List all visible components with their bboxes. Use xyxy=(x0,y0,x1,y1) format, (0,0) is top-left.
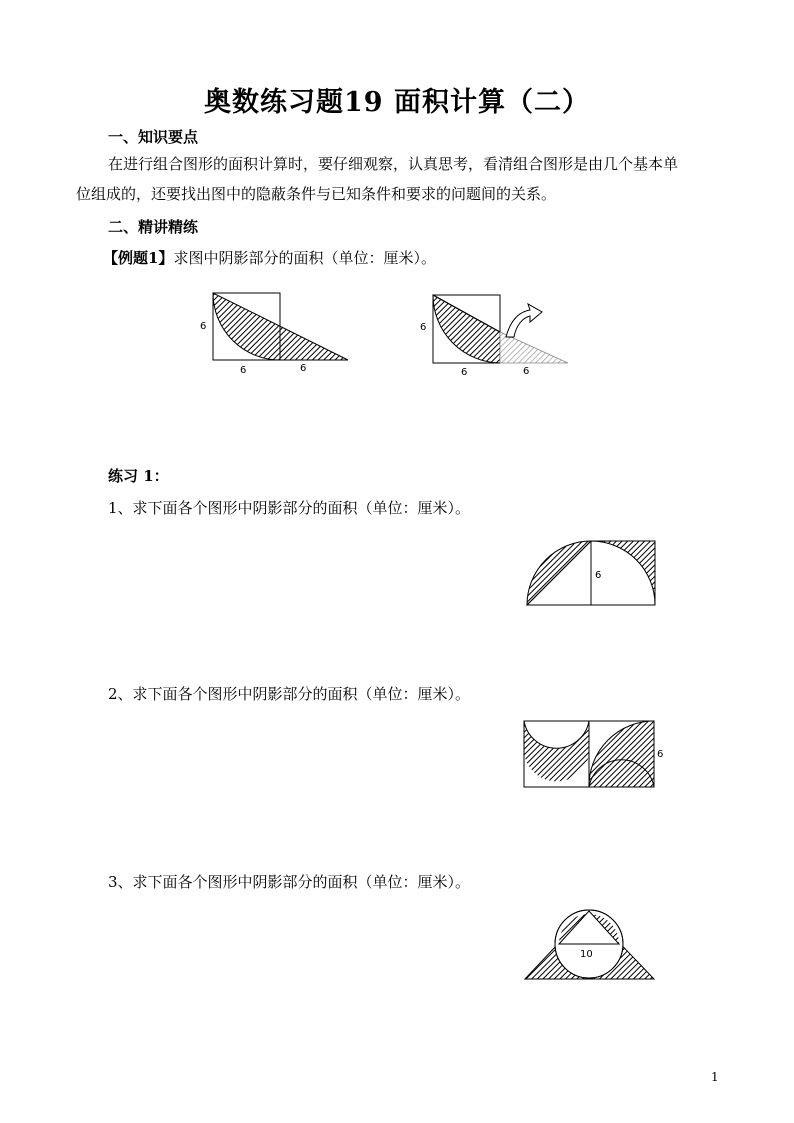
practice-question-2: 2、求下面各个图形中阴影部分的面积（单位：厘米）。 xyxy=(108,685,471,703)
fig-right-bottom-label-1: 6 xyxy=(461,367,468,378)
fig-left-bottom-label-2: 6 xyxy=(300,363,307,374)
knowledge-paragraph-line1: 在进行组合图形的面积计算时，要仔细观察，认真思考，看清组合图形是由几个基本单 xyxy=(108,155,679,173)
fig-right-bottom-label-2: 6 xyxy=(523,366,530,377)
section-heading-practice-explained: 二、精讲精练 xyxy=(108,218,199,236)
practice-figure-3 xyxy=(520,905,660,985)
practice-figure-1 xyxy=(520,535,665,610)
practice-figure-1-label: 6 xyxy=(595,570,602,581)
page-title: 奥数练习题19 面积计算（二） xyxy=(204,87,590,118)
fig-left-bottom-label-1: 6 xyxy=(240,365,247,376)
practice-figure-3-label: 10 xyxy=(580,949,593,960)
practice-figure-2 xyxy=(518,715,668,795)
example-1-question xyxy=(103,247,436,268)
fig-right-side-label: 6 xyxy=(420,322,427,333)
fig-left-side-label: 6 xyxy=(200,321,207,332)
practice-figure-2-label: 6 xyxy=(657,749,664,760)
example-text: 求图中阴影部分的面积（单位：厘米）。 xyxy=(173,249,436,267)
example-tag: 【例题1】 xyxy=(103,249,174,267)
practice-question-3: 3、求下面各个图形中阴影部分的面积（单位：厘米）。 xyxy=(108,873,471,891)
rotate-arrow-icon xyxy=(506,304,542,337)
practice-question-1: 1、求下面各个图形中阴影部分的面积（单位：厘米）。 xyxy=(108,499,471,517)
example-figure-left xyxy=(200,285,360,380)
section-heading-knowledge: 一、知识要点 xyxy=(108,128,199,146)
example-figure-right xyxy=(418,282,578,382)
knowledge-paragraph-line2: 位组成的，还要找出图中的隐蔽条件与已知条件和要求的问题间的关系。 xyxy=(76,185,557,203)
page-number: 1 xyxy=(711,1070,719,1084)
practice-heading: 练习 1： xyxy=(108,467,169,485)
